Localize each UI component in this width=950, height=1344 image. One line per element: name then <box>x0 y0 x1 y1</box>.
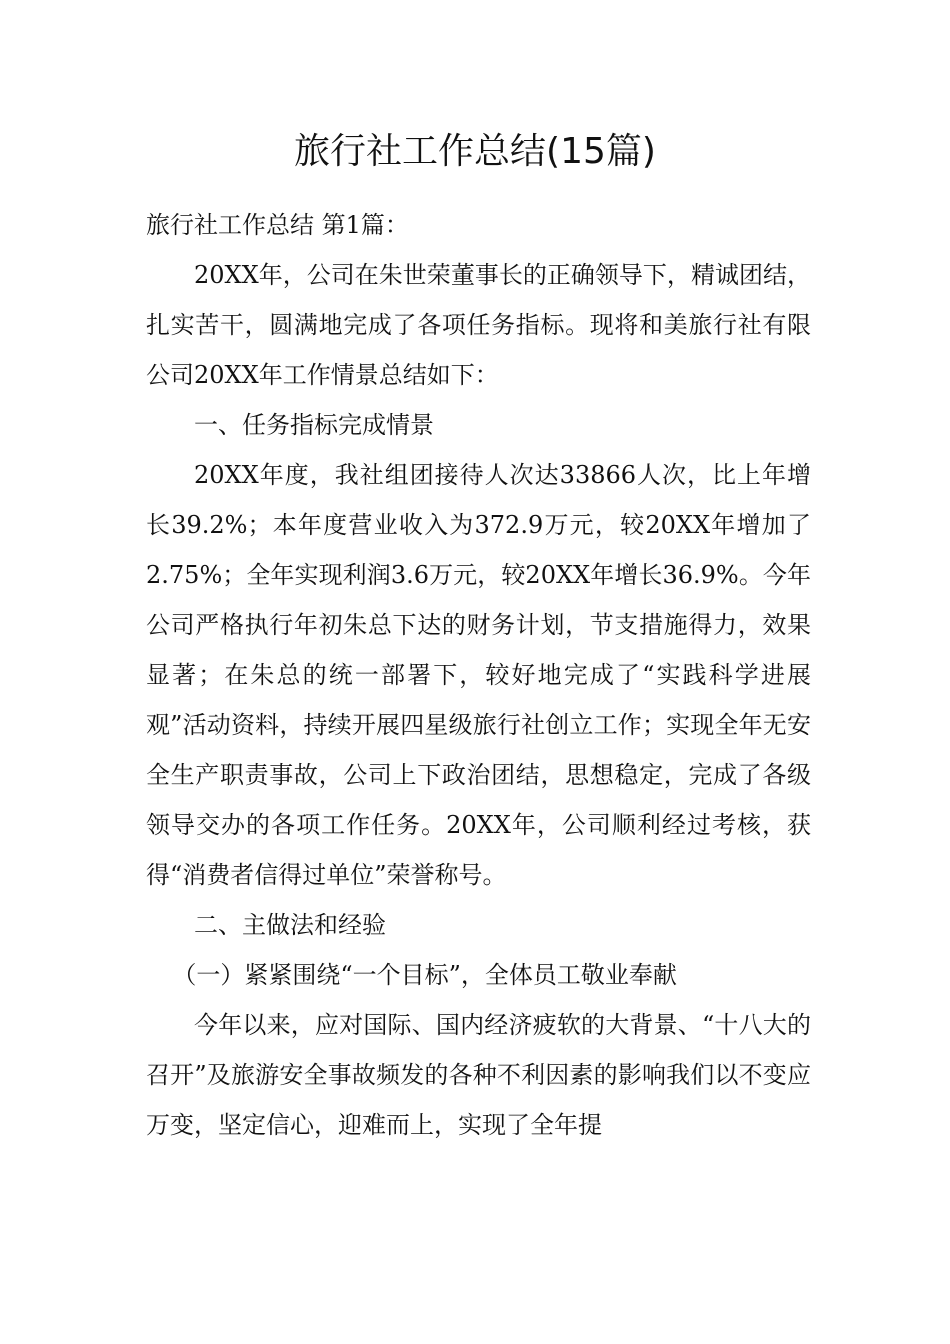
intro-paragraph: 20XX年，公司在朱世荣董事长的正确领导下，精诚团结，扎实苦干，圆满地完成了各项任务指标。现将和美旅行社有限公司20XX年工作情景总结如下： <box>146 261 811 389</box>
methods-paragraph: 今年以来，应对国际、国内经济疲软的大背景、“十八大的召开”及旅游安全事故频发的各种不利因素的影响我们以不变应万变，坚定信心，迎难而上，实现了全年提 <box>146 1011 811 1139</box>
section-heading-part-1: 旅行社工作总结 第1篇： <box>146 211 409 239</box>
document-body <box>146 200 811 1150</box>
document-title: 旅行社工作总结(15篇) <box>294 131 656 172</box>
section-heading-methods: 二、主做法和经验 <box>194 911 386 939</box>
subsection-heading-one-goal: （一）紧紧围绕“一个目标”，全体员工敬业奉献 <box>172 961 677 989</box>
task-completion-paragraph: 20XX年度，我社组团接待人次达33866人次，比上年增长39.2%；本年度营业收入为372.9万元，较20XX年增加了2.75%；全年实现利润3.6万元，较20XX年增长36.9%。今年公司严格执行年初朱总下达的财务计划，节支措施得力，效果显著；在朱总的统一部署下，较好地完成了“实践科学进展观”活动资料，持续开展四星级旅行社创立工作；实现全年无安全生产职责事故，公司上下政治团结，思想稳定，完成了各级领导交办的各项工作任务。20XX年，公司顺利经过考核，获得“消费者信得过单位”荣誉称号。 <box>146 461 811 889</box>
section-heading-task-completion: 一、任务指标完成情景 <box>194 411 434 439</box>
